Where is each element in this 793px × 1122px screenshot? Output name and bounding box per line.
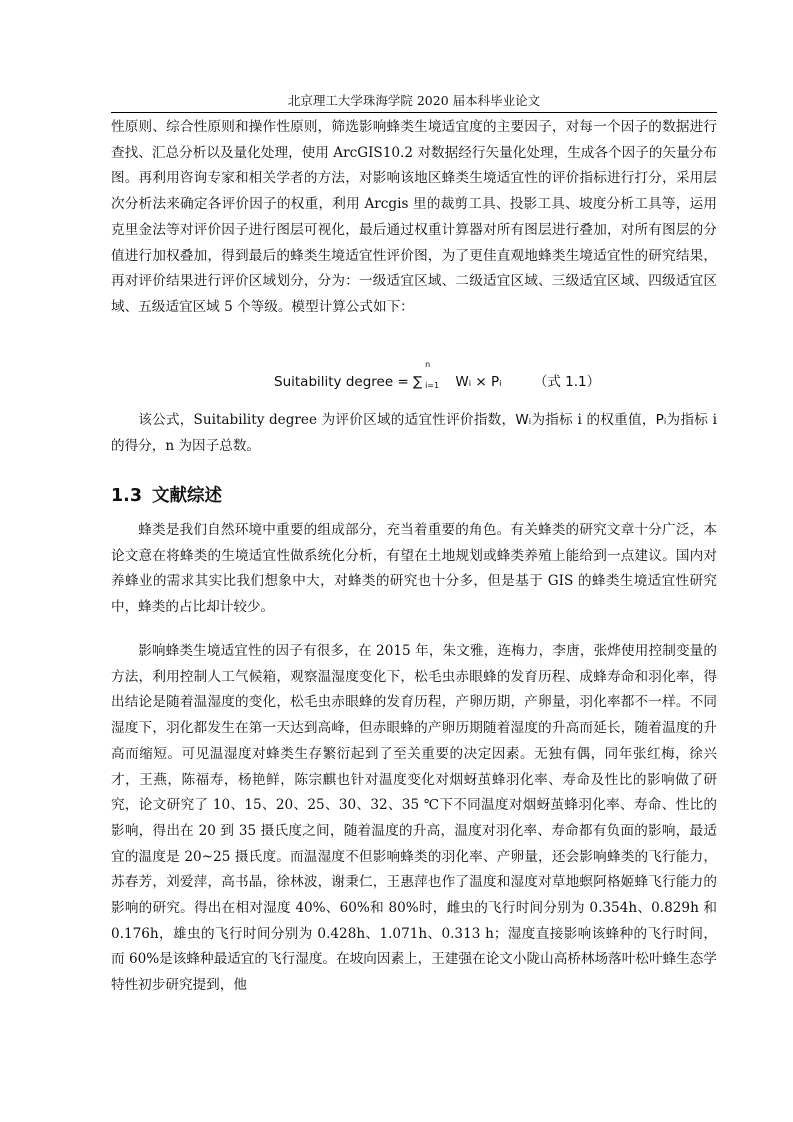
formula-equals: = — [397, 374, 409, 390]
formula-term: Wᵢ × Pᵢ — [455, 374, 502, 390]
formula-lhs: Suitability degree — [274, 374, 394, 390]
section-title: 文献综述 — [152, 486, 223, 506]
weight-symbol: Wᵢ — [515, 412, 532, 428]
explanation-part3: 为指标 i 的得分，n 为因子总数。 — [111, 412, 717, 454]
paragraph-formula-explanation — [111, 408, 717, 459]
section-number: 1.3 — [111, 486, 143, 506]
sum-lower-limit: i=1 — [425, 381, 440, 390]
page-header: 北京理工大学珠海学院 2020 届本科毕业论文 — [111, 90, 717, 113]
section-heading — [111, 483, 222, 509]
equation-number: （式 1.1） — [533, 374, 601, 390]
sum-upper-limit: n — [425, 360, 431, 369]
explanation-part1: 该公式，Suitability degree 为评价区域的适宜性评价指数， — [138, 412, 516, 428]
sum-symbol: ∑ — [413, 374, 423, 390]
suitability-formula — [274, 360, 601, 395]
explanation-part2: 为指标 i 的权重值， — [531, 412, 656, 428]
paragraph-literature-intro: 蜂类是我们自然环境中重要的组成部分，充当着重要的角色。有关蜂类的研究文章十分广泛，本论文意在将蜂类的生境适宜性做系统化分析，有望在土地规划或蜂类养殖上能给到一点建议。国内对养蜂业的需求其实比我们想象中大，对蜂类的研究也十分多，但是基于 GIS 的蜂类生境适宜性研究中，蜂类的占比却计较少。 — [111, 522, 717, 616]
formula-summation — [413, 360, 451, 395]
paragraph-literature-factors: 影响蜂类生境适宜性的因子有很多，在 2015 年，朱文雅，连梅力，李唐，张烨使用控制变量的方法，利用控制人工气候箱，观察温湿度变化下，松毛虫赤眼蜂的发育历程、成蜂寿命和羽化率，得出结论是随着温湿度的变化，松毛虫赤眼蜂的发育历程，产卵历期，产卵量，羽化率都不一样。不同湿度下，羽化都发生在第一天达到高峰，但赤眼蜂的产卵历期随着湿度的升高而延长，随着温度的升高而缩短。可见温湿度对蜂类生存繁衍起到了至关重要的决定因素。无独有偶，同年张红梅，徐兴才，王燕，陈福寿，杨艳鲜，陈宗麒也针对温度变化对烟蚜茧蜂羽化率、寿命及性比的影响做了研究，论文研究了 10、15、20、25、30、32、35 ℃下不同温度对烟蚜茧蜂羽化率、寿命、性比的影响，得出在 20 到 35 摄氏度之间，随着温度的升高，温度对羽化率、寿命都有负面的影响，最适宜的温度是 20~25 摄氏度。而温湿度不但影响蜂类的羽化率、产卵量，还会影响蜂类的飞行能力，苏春芳，刘爱萍，高书晶，徐林波，谢秉仁，王惠萍也作了温度和湿度对草地螟阿格姬蜂飞行能力的影响的研究。得出在相对湿度 40%、60%和 80%时，雌虫的飞行时间分别为 0.354h、0.829h 和 0.176h，雄虫的飞行时间分别为 0.428h、1.071h、0.313 h；湿度直接影响该蜂种的飞行时间，而 60%是该蜂种最适宜的飞行湿度。在坡向因素上，王建强在论文小陇山高桥林场落叶松叶蜂生态学特性初步研究提到，他 — [111, 643, 717, 994]
score-symbol: Pᵢ — [655, 412, 667, 428]
paragraph-methods-continued: 性原则、综合性原则和操作性原则，筛选影响蜂类生境适宜度的主要因子，对每一个因子的数据进行查找、汇总分析以及量化处理，使用 ArcGIS10.2 对数据经行矢量化处理，生成各个因子的矢量分布图。再利用咨询专家和相关学者的方法，对影响该地区蜂类生境适宜性的评价指标进行打分，采用层次分析法来确定各评价因子的权重，利用 Arcgis 里的裁剪工具、投影工具、坡度分析工具等，运用克里金法等对评价因子进行图层可视化，最后通过权重计算器对所有图层进行叠加，对所有图层的分值进行加权叠加，得到最后的蜂类生境适宜性评价图，为了更佳直观地蜂类生境适宜性的研究结果，再对评价结果进行评价区域划分，分为：一级适宜区域、二级适宜区域、三级适宜区域、四级适宜区域、五级适宜区域 5 个等级。模型计算公式如下： — [111, 119, 717, 315]
